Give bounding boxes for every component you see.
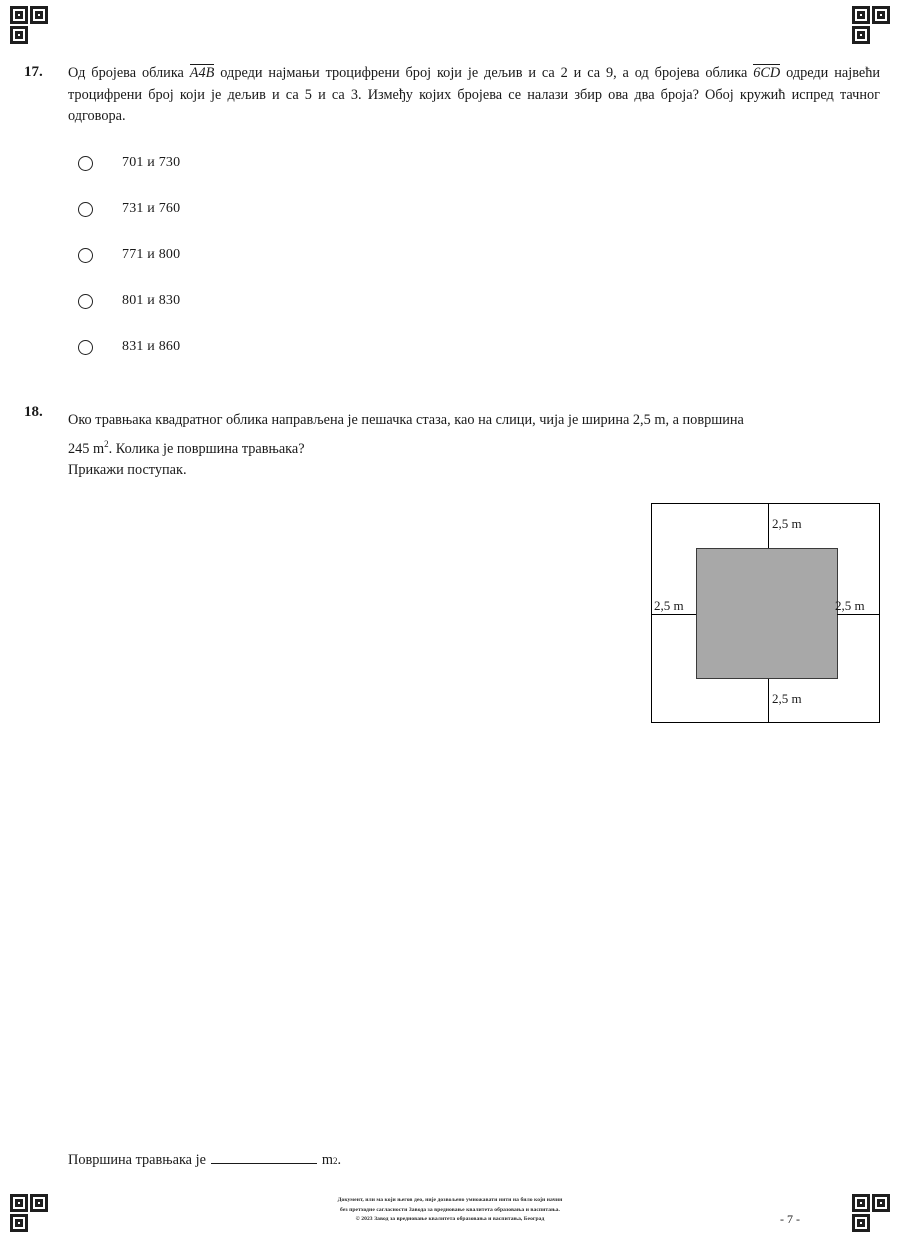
figure-lawn-with-path (651, 503, 880, 723)
task-number-18: 18. (24, 404, 43, 420)
footer-copyright-note (255, 1196, 645, 1225)
dim-label-bottom: 2,5 m (772, 691, 802, 706)
qr-code-icon-bottom-left (10, 1194, 48, 1232)
dim-label-left: 2,5 m (654, 598, 684, 613)
option-label-3: 771 и 800 (122, 247, 181, 262)
option-label-4: 801 и 830 (122, 293, 181, 308)
task-18-line2 (68, 438, 880, 460)
answer-line-task-18 (68, 1150, 341, 1169)
footer-line-1: Документ, или ма који његов део, није дозвољено умножавати нити на било који начин (337, 1197, 563, 1203)
dim-label-top: 2,5 m (772, 516, 802, 531)
option-label-2: 731 и 760 (122, 201, 181, 216)
task-17-text-part3: одреди највећи троцифрени број који је дељив и са 5 и са 3. Између којих бројева се налази збир ова два броја? Обој кружић испред тачног одговора. (68, 65, 881, 125)
option-label-1: 701 и 730 (122, 155, 181, 170)
answer-suffix: . (337, 1152, 342, 1168)
task-18-area-exponent: 2 (104, 438, 109, 449)
radio-circle-icon-5[interactable] (78, 340, 93, 355)
option-row-1[interactable] (68, 140, 180, 186)
task-17-options (68, 140, 180, 370)
task-17-text-part2: одреди најмањи троцифрени број који је дељив и са 2 и са 9, а од бројева облика (214, 65, 754, 81)
option-row-5[interactable] (68, 324, 180, 370)
task-number-17: 17. (24, 64, 43, 80)
dim-line-top (768, 504, 769, 548)
footer-line-2: без претходне сагласности Завода за вредновање квалитета образовања и васпитања. (340, 1206, 560, 1213)
task-18-text (68, 410, 880, 482)
page-number: - 7 - (780, 1212, 800, 1226)
option-label-5: 831 и 860 (122, 339, 181, 354)
task-17-text (68, 63, 880, 128)
option-row-3[interactable] (68, 232, 180, 278)
task-17-text-part1: Од бројева облика (68, 65, 190, 81)
radio-circle-icon-2[interactable] (78, 202, 93, 217)
answer-unit-exponent: 2 (333, 1156, 338, 1166)
task-18-line1: Око травњака квадратног облика направљена је пешачка стаза, као на слици, чија је ширина 2,5 m, а површина (68, 412, 744, 428)
radio-circle-icon-4[interactable] (78, 294, 93, 309)
answer-blank-field[interactable] (211, 1150, 317, 1164)
answer-unit: m (321, 1152, 334, 1168)
task-18-area-value: 245 m (68, 440, 105, 457)
dim-label-right: 2,5 m (835, 598, 865, 613)
radio-circle-icon-3[interactable] (78, 248, 93, 263)
answer-prefix: Површина травњака је (68, 1152, 206, 1168)
option-row-2[interactable] (68, 186, 180, 232)
task-17-overline-6cd: 6CD (753, 65, 781, 81)
figure-inner-lawn-square (696, 548, 838, 679)
radio-circle-icon-1[interactable] (78, 156, 93, 171)
task-17-overline-a4b: A4B (189, 65, 215, 81)
qr-code-icon-bottom-right (852, 1194, 890, 1232)
task-18-line2-rest: . Колика је површина травњака? (108, 440, 305, 457)
footer-line-3: © 2023 Завод за вредновање квалитета образовања и васпитања, Београд (355, 1216, 545, 1222)
task-18-line3: Прикажи поступак. (68, 462, 187, 479)
dim-line-bottom (768, 679, 769, 722)
qr-code-icon-top-left (10, 6, 48, 44)
dim-line-left (652, 614, 696, 615)
option-row-4[interactable] (68, 278, 180, 324)
dim-line-right (837, 614, 879, 615)
qr-code-icon-top-right (852, 6, 890, 44)
